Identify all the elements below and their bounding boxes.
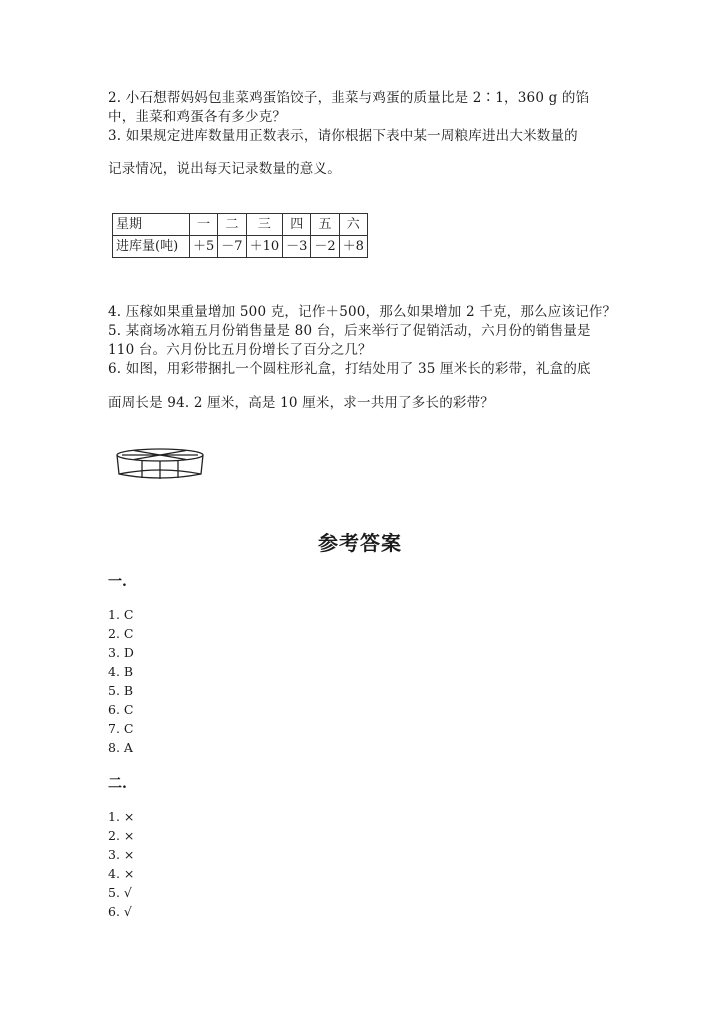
answer-item: 3. D — [108, 645, 134, 660]
answer-item: 6. C — [108, 702, 134, 717]
answer-item: 8. A — [108, 740, 133, 755]
question-5-line-2: 110 台。六月份比五月份增长了百分之几？ — [108, 342, 372, 358]
question-3-line-2: 记录情况，说出每天记录数量的意义。 — [108, 161, 341, 177]
table-row — [113, 236, 368, 258]
answer-item: 3. × — [108, 847, 135, 862]
answer-item: 7. C — [108, 721, 134, 736]
table-cell: 五 — [311, 214, 339, 236]
question-2-line-2: 中，韭菜和鸡蛋各有多少克？ — [108, 109, 287, 125]
answer-item: 2. × — [108, 828, 135, 843]
answer-item: 6. √ — [108, 904, 132, 919]
question-6-line-2: 面周长是 94. 2 厘米，高是 10 厘米，求一共用了多长的彩带？ — [108, 395, 494, 411]
table-cell: 二 — [218, 214, 246, 236]
table-cell: 一 — [190, 214, 218, 236]
answer-item: 2. C — [108, 626, 134, 641]
question-6-line-1: 6. 如图，用彩带捆扎一个圆柱形礼盒，打结处用了 35 厘米长的彩带，礼盒的底 — [108, 361, 591, 377]
table-cell: ＋8 — [339, 236, 367, 258]
question-2-line-1: 2. 小石想帮妈妈包韭菜鸡蛋馅饺子，韭菜与鸡蛋的质量比是 2∶1，360 g 的馅 — [108, 90, 590, 106]
answer-item: 5. B — [108, 683, 134, 698]
question-3-line-1: 3. 如果规定进库数量用正数表示，请你根据下表中某一周粮库进出大米数量的 — [108, 128, 578, 144]
question-4: 4. 压稼如果重量增加 500 克，记作＋500，那么如果增加 2 千克，那么应该记作？ — [108, 304, 617, 320]
answer-item: 5. √ — [108, 885, 132, 900]
cylinder-gift-box-figure — [112, 446, 208, 482]
grain-stock-table — [112, 213, 368, 258]
table-cell: －3 — [283, 236, 311, 258]
answer-item: 4. B — [108, 664, 134, 679]
table-header-cell: 进库量(吨) — [113, 236, 190, 258]
table-cell: 六 — [339, 214, 367, 236]
answer-item: 4. × — [108, 866, 135, 881]
table-cell: ＋5 — [190, 236, 218, 258]
question-5-line-1: 5. 某商场冰箱五月份销售量是 80 台，后来举行了促销活动，六月份的销售量是 — [108, 323, 591, 339]
answer-item: 1. C — [108, 607, 134, 622]
answer-item: 1. × — [108, 809, 135, 824]
table-cell: －7 — [218, 236, 246, 258]
table-cell: 四 — [283, 214, 311, 236]
answer-key-title: 参考答案 — [318, 531, 402, 555]
answer-section-1-heading: 一. — [108, 574, 127, 590]
table-row — [113, 214, 368, 236]
table-cell: ＋10 — [246, 236, 283, 258]
table-cell: －2 — [311, 236, 339, 258]
answer-section-2-heading: 二. — [108, 776, 127, 792]
table-cell: 三 — [246, 214, 283, 236]
table-header-cell: 星期 — [113, 214, 190, 236]
